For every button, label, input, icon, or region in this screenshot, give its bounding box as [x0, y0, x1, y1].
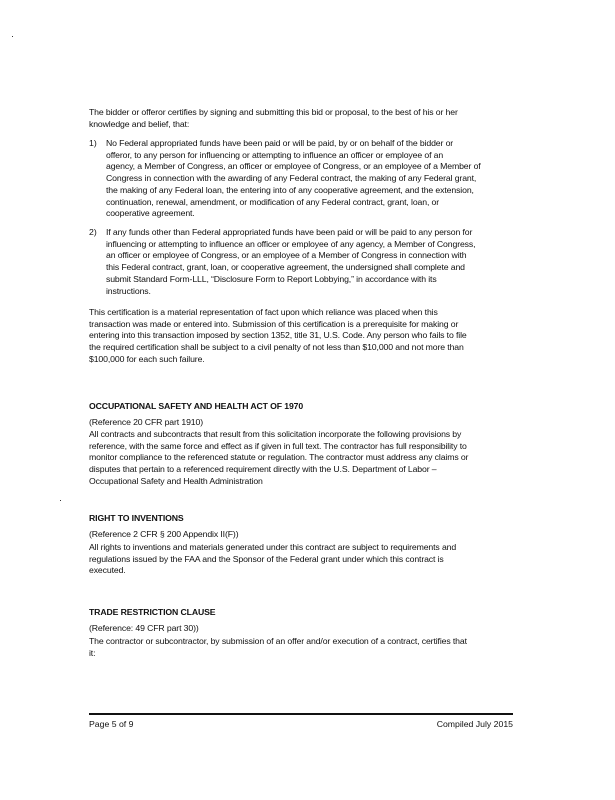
section-body: [89, 636, 467, 659]
text-line: agency, a Member of Congress, an officer or employee of Congress, or an employee of a Member of: [106, 161, 481, 172]
text-line: Occupational Safety and Health Administration: [89, 475, 263, 486]
list-number: 1): [89, 138, 97, 148]
text-line: this Federal contract, grant, loan, or cooperative agreement, the undersigned shall complete and: [106, 262, 465, 273]
text-line: influencing or attempting to influence an officer or employee of any agency, a Member of Congress,: [106, 238, 476, 249]
text-line: No Federal appropriated funds have been paid or will be paid, by or on behalf of the bidder or: [106, 138, 454, 148]
section-heading: OCCUPATIONAL SAFETY AND HEALTH ACT OF 1970: [89, 401, 304, 411]
text-line: transaction was made or entered into. Submission of this certification is a prerequisite for making or: [89, 318, 459, 329]
text-line: instructions.: [106, 285, 151, 296]
certification-paragraph: [89, 307, 467, 366]
text-line: entering into this transaction imposed by section 1352, title 31, U.S. Code. Any person who fails to file: [89, 330, 467, 341]
text-line: All rights to inventions and materials generated under this contract are subject to requirements and: [89, 542, 457, 552]
list-number: 2): [89, 227, 97, 237]
section-reference: (Reference 2 CFR § 200 Appendix II(F)): [89, 529, 239, 539]
footer-rule: [89, 713, 513, 715]
text-line: reference, with the same force and effect as if given in full text. The contractor has full responsibility to: [89, 440, 467, 451]
text-line: it:: [89, 647, 96, 658]
text-line: Congress in connection with the awarding of any Federal contract, the making of any Federal grant,: [106, 173, 477, 184]
text-line: cooperative agreement.: [106, 208, 195, 219]
intro-paragraph: [89, 107, 458, 130]
scan-speck: [12, 36, 13, 37]
section-body: [89, 429, 468, 488]
text-line: disputes that pertain to a referenced requirement directly with the U.S. Department of Labor –: [89, 464, 437, 475]
text-line: monitor compliance to the referenced statute or regulation. The contractor must address any claims or: [89, 452, 469, 463]
section-body: [89, 542, 456, 577]
text-line: This certification is a material representation of fact upon which reliance was placed when this: [89, 307, 438, 317]
text-line: an officer or employee of Congress, or an employee of a Member of Congress in connection with: [106, 250, 467, 261]
list-item: [106, 138, 481, 220]
text-line: All contracts and subcontracts that result from this solicitation incorporate the following provisions by: [89, 429, 462, 439]
text-line: knowledge and belief, that:: [89, 118, 190, 129]
page-number: Page 5 of 9: [89, 719, 134, 729]
text-line: $100,000 for each such failure.: [89, 353, 205, 364]
text-line: the required certification shall be subject to a civil penalty of not less than $10,000 and not more than: [89, 342, 464, 353]
text-line: The bidder or offeror certifies by signing and submitting this bid or proposal, to the best of his or her: [89, 107, 458, 117]
compiled-date: Compiled July 2015: [436, 719, 513, 729]
text-line: executed.: [89, 565, 126, 576]
list-item: [106, 227, 475, 297]
text-line: the making of any Federal loan, the entering into of any cooperative agreement, and the extension,: [106, 184, 474, 195]
section-heading: RIGHT TO INVENTIONS: [89, 513, 184, 523]
text-line: The contractor or subcontractor, by submission of an offer and/or execution of a contract, certifies that: [89, 636, 467, 646]
scan-speck: [60, 500, 61, 501]
text-line: regulations issued by the FAA and the Sponsor of the Federal grant under which this contract is: [89, 553, 444, 564]
text-line: If any funds other than Federal appropriated funds have been paid or will be paid to any person for: [106, 227, 473, 237]
section-reference: (Reference 20 CFR part 1910): [89, 417, 203, 427]
section-heading: TRADE RESTRICTION CLAUSE: [89, 607, 216, 617]
text-line: submit Standard Form-LLL, “Disclosure Form to Report Lobbying,” in accordance with its: [106, 273, 437, 284]
text-line: continuation, renewal, amendment, or modification of any Federal contract, grant, loan, or: [106, 196, 440, 207]
section-reference: (Reference: 49 CFR part 30)): [89, 623, 199, 633]
text-line: offeror, to any person for influencing or attempting to influence an officer or employee of an: [106, 149, 444, 160]
